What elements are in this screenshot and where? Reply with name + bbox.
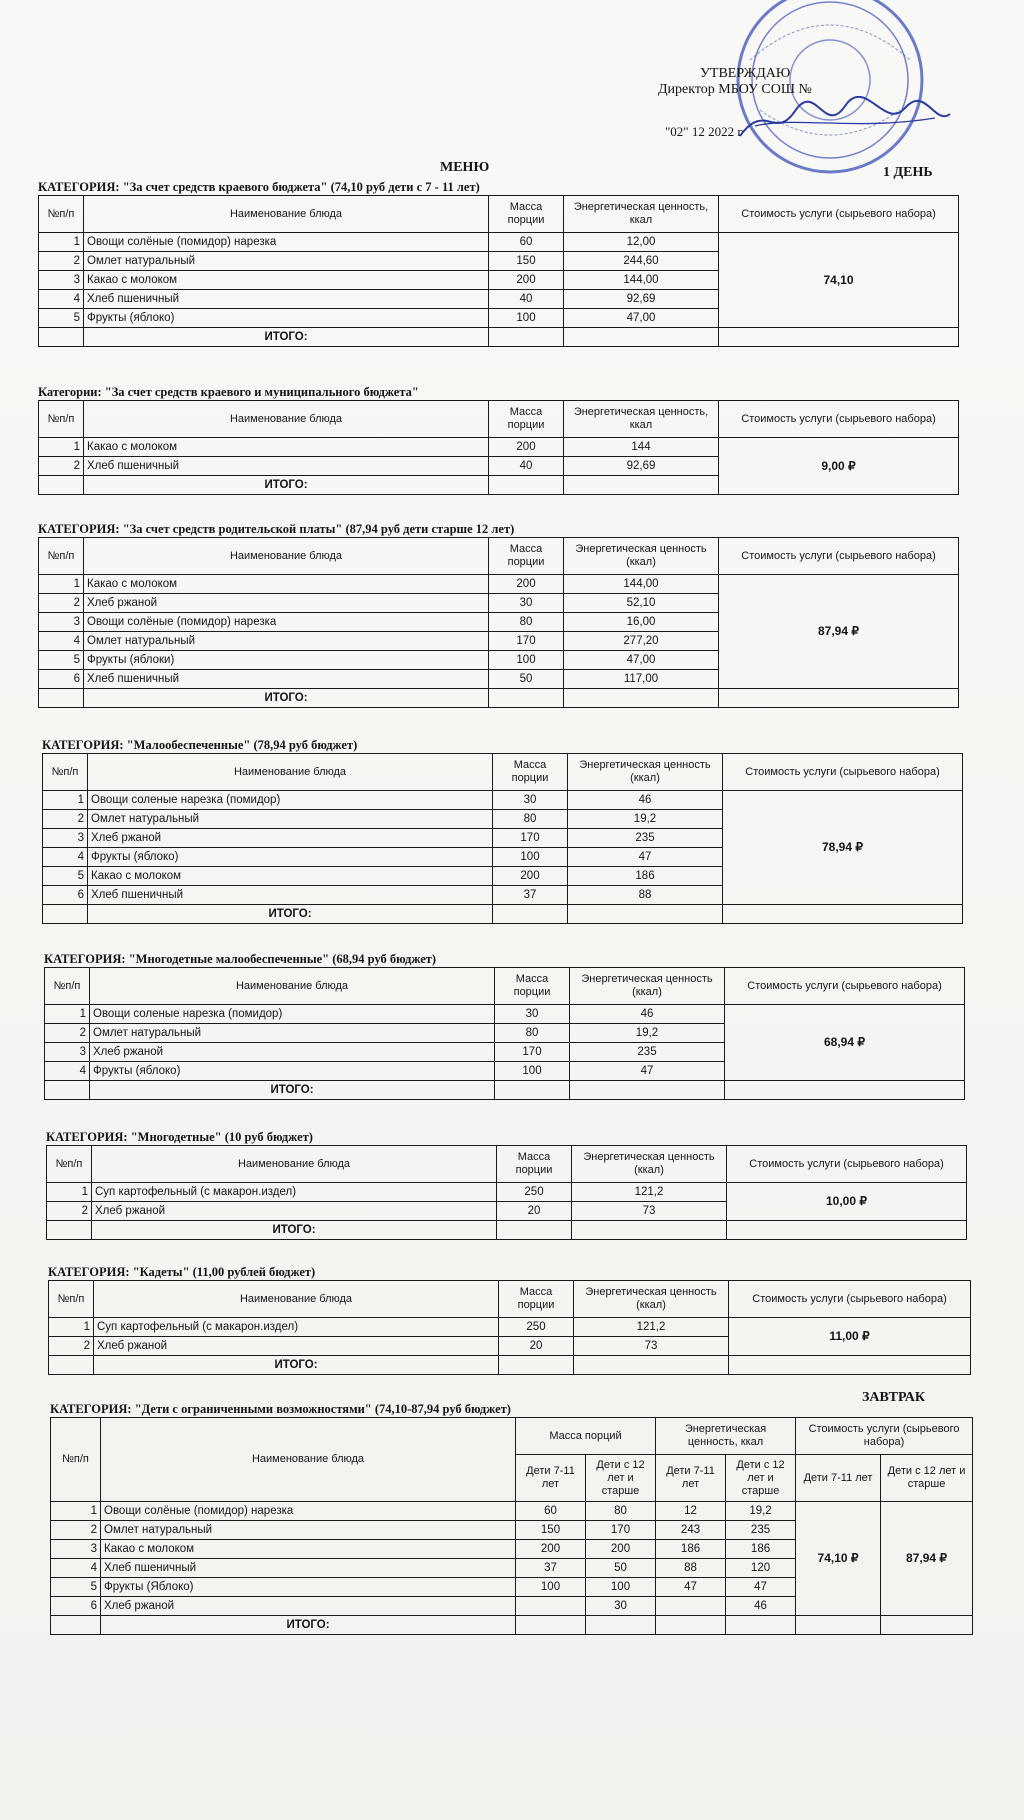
dish-name: Какао с молоком <box>84 438 489 457</box>
col-mass-young: Дети 7-11 лет <box>516 1455 586 1502</box>
total-row <box>39 328 959 347</box>
dish-name: Фрукты (яблоко) <box>88 848 493 867</box>
mass-young: 150 <box>516 1521 586 1540</box>
kcal-young: 186 <box>656 1540 726 1559</box>
dish-name: Хлеб пшеничный <box>84 290 489 309</box>
row-num: 4 <box>39 290 84 309</box>
row-num: 2 <box>43 810 88 829</box>
col-mass: Масса порции <box>495 968 570 1005</box>
dish-name: Фрукты (Яблоко) <box>101 1578 516 1597</box>
table-row <box>49 1318 971 1337</box>
row-num: 1 <box>39 575 84 594</box>
section-3 <box>38 522 958 708</box>
section-caption: КАТЕГОРИЯ: "Многодетные малообеспеченные" (68,94 руб бюджет) <box>44 952 437 966</box>
col-num: №п/п <box>51 1418 101 1502</box>
total-label: ИТОГО: <box>88 905 493 924</box>
dish-mass: 60 <box>489 233 564 252</box>
row-num: 4 <box>39 632 84 651</box>
section-caption: КАТЕГОРИЯ: "Малообеспеченные" (78,94 руб бюджет) <box>42 738 358 752</box>
col-name: Наименование блюда <box>92 1146 497 1183</box>
dish-kcal: 47 <box>568 848 723 867</box>
dish-mass: 80 <box>489 613 564 632</box>
dish-mass: 20 <box>497 1202 572 1221</box>
col-num: №п/п <box>49 1281 94 1318</box>
table-row <box>47 1183 967 1202</box>
dish-name: Хлеб ржаной <box>90 1043 495 1062</box>
dish-name: Овощи соленые нарезка (помидор) <box>90 1005 495 1024</box>
dish-kcal: 244,60 <box>564 252 719 271</box>
dish-name: Овощи солёные (помидор) нарезка <box>84 613 489 632</box>
dish-kcal: 121,2 <box>572 1183 727 1202</box>
dish-name: Омлет натуральный <box>101 1521 516 1540</box>
col-name: Наименование блюда <box>90 968 495 1005</box>
dish-name: Суп картофельный (с макарон.издел) <box>94 1318 499 1337</box>
total-row <box>43 905 963 924</box>
row-num: 3 <box>43 829 88 848</box>
cost-value: 68,94 ₽ <box>725 1005 965 1081</box>
dish-name: Хлеб пшеничный <box>88 886 493 905</box>
dish-mass: 20 <box>499 1337 574 1356</box>
section-caption: КАТЕГОРИЯ: "За счет средств краевого бюджета" (74,10 руб дети с 7 - 11 лет) <box>38 180 480 194</box>
dish-kcal: 88 <box>568 886 723 905</box>
col-cost: Стоимость услуги (сырьевого набора) <box>719 538 959 575</box>
cost-old: 87,94 ₽ <box>881 1502 973 1616</box>
total-label: ИТОГО: <box>101 1616 516 1635</box>
mass-old: 170 <box>586 1521 656 1540</box>
row-num: 2 <box>39 252 84 271</box>
menu-table <box>46 1145 967 1240</box>
approval-date: "02" 12 2022 г <box>665 124 743 139</box>
row-num: 1 <box>49 1318 94 1337</box>
row-num: 5 <box>51 1578 101 1597</box>
kcal-young <box>656 1597 726 1616</box>
section-7 <box>48 1265 970 1375</box>
dish-name: Омлет натуральный <box>90 1024 495 1043</box>
dish-name: Овощи солёные (помидор) нарезка <box>84 233 489 252</box>
col-cost: Стоимость услуги (сырьевого набора) <box>796 1418 973 1455</box>
table-row <box>39 575 959 594</box>
approve-label: УТВЕРЖДАЮ <box>700 66 791 81</box>
col-num: №п/п <box>45 968 90 1005</box>
dish-kcal: 19,2 <box>570 1024 725 1043</box>
dish-mass: 250 <box>497 1183 572 1202</box>
dish-kcal: 47,00 <box>564 309 719 328</box>
dish-name: Какао с молоком <box>101 1540 516 1559</box>
mass-young: 60 <box>516 1502 586 1521</box>
row-num: 6 <box>43 886 88 905</box>
col-mass: Масса порции <box>489 538 564 575</box>
total-label: ИТОГО: <box>92 1221 497 1240</box>
mass-young: 100 <box>516 1578 586 1597</box>
mass-old: 100 <box>586 1578 656 1597</box>
kcal-old: 47 <box>726 1578 796 1597</box>
col-cost: Стоимость услуги (сырьевого набора) <box>719 196 959 233</box>
row-num: 3 <box>45 1043 90 1062</box>
mass-young <box>516 1597 586 1616</box>
dish-kcal: 12,00 <box>564 233 719 252</box>
dish-mass: 30 <box>489 594 564 613</box>
mass-young: 200 <box>516 1540 586 1559</box>
col-num: №п/п <box>39 401 84 438</box>
col-cost: Стоимость услуги (сырьевого набора) <box>729 1281 971 1318</box>
row-num: 2 <box>51 1521 101 1540</box>
row-num: 3 <box>39 271 84 290</box>
cost-value: 87,94 ₽ <box>719 575 959 689</box>
col-num: №п/п <box>43 754 88 791</box>
row-num: 1 <box>39 438 84 457</box>
section-caption: КАТЕГОРИЯ: "Кадеты" (11,00 рублей бюджет) <box>48 1265 316 1279</box>
dish-mass: 40 <box>489 457 564 476</box>
dish-kcal: 19,2 <box>568 810 723 829</box>
dish-name: Овощи соленые нарезка (помидор) <box>88 791 493 810</box>
section-1 <box>38 180 958 347</box>
row-num: 2 <box>47 1202 92 1221</box>
row-num: 4 <box>45 1062 90 1081</box>
director-label: Директор МБОУ СОШ № <box>658 82 812 97</box>
dish-name: Хлеб ржаной <box>92 1202 497 1221</box>
row-num: 2 <box>49 1337 94 1356</box>
menu-table <box>38 195 959 347</box>
col-energy: Энергетическая ценность (ккал) <box>574 1281 729 1318</box>
dish-name: Овощи солёные (помидор) нарезка <box>101 1502 516 1521</box>
col-name: Наименование блюда <box>84 401 489 438</box>
dish-name: Омлет натуральный <box>84 632 489 651</box>
col-mass: Масса порции <box>493 754 568 791</box>
mass-young: 37 <box>516 1559 586 1578</box>
col-cost-young: Дети 7-11 лет <box>796 1455 881 1502</box>
total-label: ИТОГО: <box>90 1081 495 1100</box>
menu-title: МЕНЮ <box>440 160 490 175</box>
section-caption: Категории: "За счет средств краевого и муниципального бюджета" <box>38 385 419 399</box>
section-caption: КАТЕГОРИЯ: "Дети с ограниченными возможностями" (74,10-87,94 руб бюджет) <box>50 1402 511 1416</box>
dish-mass: 170 <box>493 829 568 848</box>
kcal-old: 186 <box>726 1540 796 1559</box>
cost-value: 78,94 ₽ <box>723 791 963 905</box>
total-row <box>51 1616 973 1635</box>
dish-kcal: 73 <box>572 1202 727 1221</box>
dish-mass: 100 <box>495 1062 570 1081</box>
dish-name: Омлет натуральный <box>84 252 489 271</box>
col-kcal-old: Дети с 12 лет и старше <box>726 1455 796 1502</box>
day-label: 1 ДЕНЬ <box>883 165 933 180</box>
section-5 <box>44 952 964 1100</box>
row-num: 1 <box>45 1005 90 1024</box>
dish-mass: 100 <box>493 848 568 867</box>
dish-mass: 150 <box>489 252 564 271</box>
kcal-young: 47 <box>656 1578 726 1597</box>
row-num: 2 <box>45 1024 90 1043</box>
kcal-old: 19,2 <box>726 1502 796 1521</box>
dish-kcal: 73 <box>574 1337 729 1356</box>
dish-kcal: 117,00 <box>564 670 719 689</box>
dish-kcal: 92,69 <box>564 290 719 309</box>
section-caption: КАТЕГОРИЯ: "За счет средств родительской платы" (87,94 руб дети старше 12 лет) <box>38 522 515 536</box>
col-name: Наименование блюда <box>101 1418 516 1502</box>
table-row <box>43 791 963 810</box>
dish-name: Фрукты (яблоко) <box>90 1062 495 1081</box>
row-num: 6 <box>51 1597 101 1616</box>
table-row <box>39 233 959 252</box>
dish-name: Хлеб ржаной <box>84 594 489 613</box>
dish-mass: 40 <box>489 290 564 309</box>
dish-kcal: 277,20 <box>564 632 719 651</box>
total-label: ИТОГО: <box>94 1356 499 1375</box>
menu-table <box>48 1280 971 1375</box>
dish-name: Хлеб ржаной <box>101 1597 516 1616</box>
kcal-young: 243 <box>656 1521 726 1540</box>
total-row <box>45 1081 965 1100</box>
section-special <box>50 1402 972 1635</box>
dish-mass: 200 <box>489 271 564 290</box>
row-num: 1 <box>47 1183 92 1202</box>
total-row <box>49 1356 971 1375</box>
total-row <box>39 689 959 708</box>
section-4 <box>42 738 962 924</box>
dish-kcal: 46 <box>570 1005 725 1024</box>
dish-name: Какао с молоком <box>84 575 489 594</box>
dish-kcal: 47,00 <box>564 651 719 670</box>
dish-kcal: 235 <box>568 829 723 848</box>
dish-kcal: 46 <box>568 791 723 810</box>
mass-old: 50 <box>586 1559 656 1578</box>
total-label: ИТОГО: <box>84 476 489 495</box>
dish-mass: 200 <box>489 438 564 457</box>
col-mass-old: Дети с 12 лет и старше <box>586 1455 656 1502</box>
dish-mass: 200 <box>493 867 568 886</box>
cost-value: 74,10 <box>719 233 959 328</box>
table-row <box>45 1005 965 1024</box>
menu-table <box>42 753 963 924</box>
dish-mass: 80 <box>493 810 568 829</box>
row-num: 4 <box>43 848 88 867</box>
col-energy: Энергетическая ценность (ккал) <box>564 538 719 575</box>
kcal-young: 12 <box>656 1502 726 1521</box>
dish-mass: 80 <box>495 1024 570 1043</box>
mass-old: 80 <box>586 1502 656 1521</box>
kcal-old: 120 <box>726 1559 796 1578</box>
dish-name: Хлеб ржаной <box>94 1337 499 1356</box>
section-2 <box>38 385 958 495</box>
row-num: 2 <box>39 457 84 476</box>
dish-kcal: 144,00 <box>564 271 719 290</box>
col-num: №п/п <box>47 1146 92 1183</box>
dish-name: Фрукты (яблоко) <box>84 309 489 328</box>
col-mass: Масса порции <box>489 196 564 233</box>
col-energy: Энергетическая ценность (ккал) <box>572 1146 727 1183</box>
col-mass: Масса порции <box>499 1281 574 1318</box>
col-cost: Стоимость услуги (сырьевого набора) <box>719 401 959 438</box>
kcal-young: 88 <box>656 1559 726 1578</box>
dish-mass: 100 <box>489 309 564 328</box>
mass-old: 30 <box>586 1597 656 1616</box>
row-num: 6 <box>39 670 84 689</box>
col-cost: Стоимость услуги (сырьевого набора) <box>727 1146 967 1183</box>
cost-young: 74,10 ₽ <box>796 1502 881 1616</box>
dish-mass: 30 <box>495 1005 570 1024</box>
col-cost: Стоимость услуги (сырьевого набора) <box>723 754 963 791</box>
row-num: 5 <box>43 867 88 886</box>
col-mass: Масса порции <box>489 401 564 438</box>
col-energy: Энергетическая ценность (ккал) <box>568 754 723 791</box>
row-num: 4 <box>51 1559 101 1578</box>
row-num: 1 <box>51 1502 101 1521</box>
kcal-old: 235 <box>726 1521 796 1540</box>
dish-mass: 30 <box>493 791 568 810</box>
dish-kcal: 16,00 <box>564 613 719 632</box>
dish-name: Хлеб пшеничный <box>101 1559 516 1578</box>
col-energy: Энергетическая ценность, ккал <box>656 1418 796 1455</box>
row-num: 5 <box>39 651 84 670</box>
section-caption: КАТЕГОРИЯ: "Многодетные" (10 руб бюджет) <box>46 1130 313 1144</box>
cost-value: 11,00 ₽ <box>729 1318 971 1356</box>
total-label: ИТОГО: <box>84 328 489 347</box>
dish-name: Суп картофельный (с макарон.издел) <box>92 1183 497 1202</box>
total-label: ИТОГО: <box>84 689 489 708</box>
col-mass: Масса порций <box>516 1418 656 1455</box>
dish-kcal: 144,00 <box>564 575 719 594</box>
cost-value: 9,00 ₽ <box>719 438 959 495</box>
dish-kcal: 144 <box>564 438 719 457</box>
row-num: 3 <box>51 1540 101 1559</box>
section-6 <box>46 1130 966 1240</box>
col-energy: Энергетическая ценность, ккал <box>564 401 719 438</box>
menu-table <box>44 967 965 1100</box>
menu-table <box>50 1417 973 1635</box>
row-num: 1 <box>39 233 84 252</box>
dish-name: Хлеб пшеничный <box>84 670 489 689</box>
row-num: 3 <box>39 613 84 632</box>
dish-kcal: 121,2 <box>574 1318 729 1337</box>
mass-old: 200 <box>586 1540 656 1559</box>
table-row <box>51 1502 973 1521</box>
dish-mass: 37 <box>493 886 568 905</box>
col-name: Наименование блюда <box>88 754 493 791</box>
dish-mass: 250 <box>499 1318 574 1337</box>
cost-value: 10,00 ₽ <box>727 1183 967 1221</box>
col-num: №п/п <box>39 196 84 233</box>
row-num: 1 <box>43 791 88 810</box>
dish-mass: 170 <box>495 1043 570 1062</box>
dish-name: Хлеб пшеничный <box>84 457 489 476</box>
dish-name: Какао с молоком <box>84 271 489 290</box>
col-energy: Энергетическая ценность (ккал) <box>570 968 725 1005</box>
dish-kcal: 186 <box>568 867 723 886</box>
dish-mass: 100 <box>489 651 564 670</box>
signature <box>735 96 955 146</box>
col-name: Наименование блюда <box>84 196 489 233</box>
col-cost: Стоимость услуги (сырьевого набора) <box>725 968 965 1005</box>
dish-kcal: 52,10 <box>564 594 719 613</box>
dish-name: Фрукты (яблоки) <box>84 651 489 670</box>
row-num: 5 <box>39 309 84 328</box>
meal-label: ЗАВТРАК <box>862 1390 926 1405</box>
col-name: Наименование блюда <box>94 1281 499 1318</box>
dish-kcal: 47 <box>570 1062 725 1081</box>
dish-name: Омлет натуральный <box>88 810 493 829</box>
dish-name: Какао с молоком <box>88 867 493 886</box>
col-kcal-young: Дети 7-11 лет <box>656 1455 726 1502</box>
table-row <box>39 438 959 457</box>
dish-kcal: 235 <box>570 1043 725 1062</box>
kcal-old: 46 <box>726 1597 796 1616</box>
total-row <box>47 1221 967 1240</box>
menu-table <box>38 537 959 708</box>
col-energy: Энергетическая ценность, ккал <box>564 196 719 233</box>
col-mass: Масса порции <box>497 1146 572 1183</box>
menu-table <box>38 400 959 495</box>
dish-mass: 170 <box>489 632 564 651</box>
row-num: 2 <box>39 594 84 613</box>
col-num: №п/п <box>39 538 84 575</box>
dish-mass: 50 <box>489 670 564 689</box>
col-cost-old: Дети с 12 лет и старше <box>881 1455 973 1502</box>
dish-name: Хлеб ржаной <box>88 829 493 848</box>
col-name: Наименование блюда <box>84 538 489 575</box>
dish-kcal: 92,69 <box>564 457 719 476</box>
dish-mass: 200 <box>489 575 564 594</box>
